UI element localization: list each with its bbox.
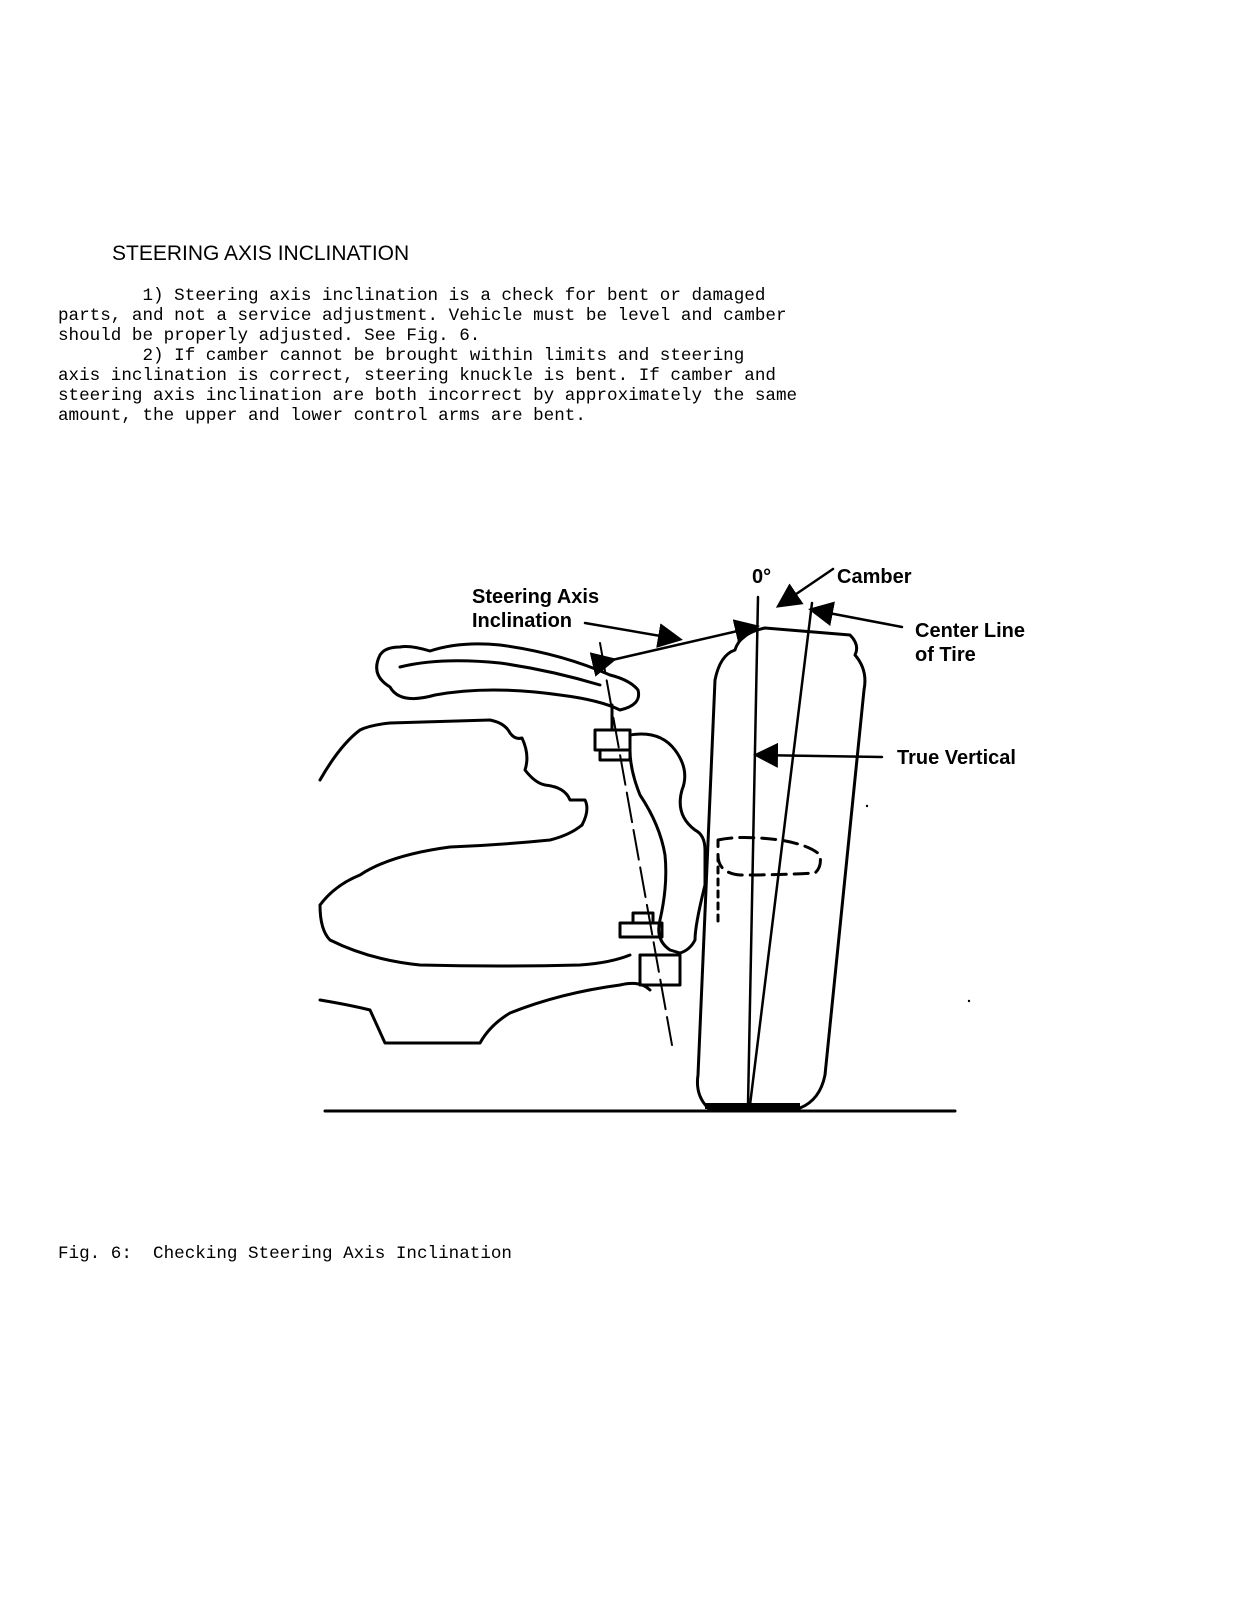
paragraph-2: 2) If camber cannot be brought within limits and steering axis inclination is correct, steering knuckle is bent. If camber and steering axis inclination are both incorrect by approximately the same amount, the upper and lower control arms are bent. [58,346,798,426]
label-inclination: Inclination [472,610,572,632]
frame-lower [320,825,630,966]
label-true-vertical: True Vertical [897,747,1016,769]
label-steering-axis: Steering Axis [472,586,600,608]
lower-ball-joint [620,923,662,937]
body-text [58,286,797,426]
upper-arm-inner [400,661,600,685]
sai-pointer [585,623,678,639]
steering-knuckle [630,734,705,953]
steering-axis-diagram [300,555,1060,1135]
lower-control-arm [320,983,650,1043]
stray-dot [968,1000,970,1002]
upper-control-arm [377,644,639,710]
figure-caption: Fig. 6: Checking Steering Axis Inclination [58,1244,512,1264]
label-center-line: Center Line [915,620,1026,642]
upper-ball-joint [595,730,630,750]
stray-dot [866,805,868,807]
camber-pointer [780,569,833,605]
frame-upper [320,720,587,825]
diagram-svg [300,555,1060,1135]
section-heading: STEERING AXIS INCLINATION [112,242,410,265]
tire-centerline [750,603,812,1105]
label-camber: Camber [837,566,912,588]
paragraph-1: 1) Steering axis inclination is a check for bent or damaged parts, and not a service adjustment. Vehicle must be level and camber should be properly adjusted. See Fig. 6. [58,286,787,346]
true-vertical-line [748,597,758,1105]
label-of-tire: of Tire [915,644,976,666]
centerline-pointer [813,610,902,627]
label-zero-degree: 0° [752,566,772,588]
brake-caliper-dashed [718,838,820,876]
true-vertical-pointer [758,755,882,757]
